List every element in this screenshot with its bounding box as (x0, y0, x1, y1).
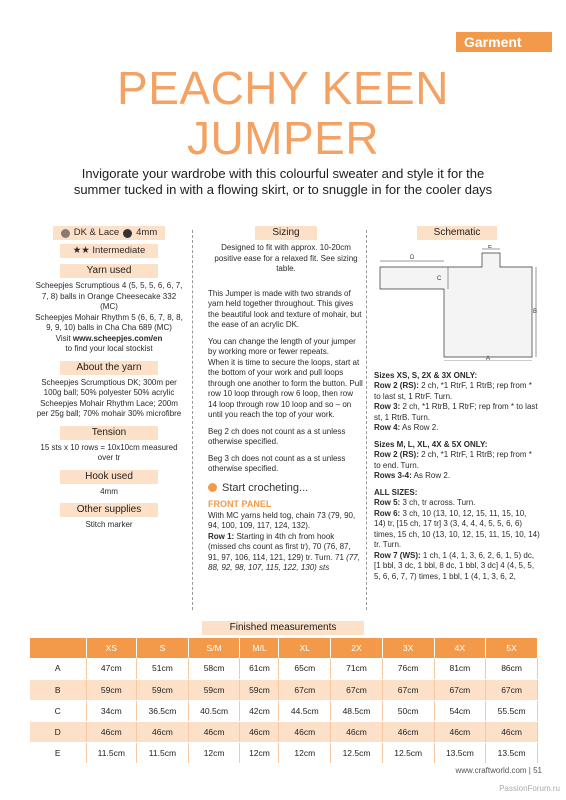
hook-used-text: 4mm (100, 486, 118, 496)
about-yarn-block (34, 378, 184, 420)
table-cell: 55.5cm (486, 700, 538, 721)
table-cell: 59cm (240, 679, 279, 700)
about-yarn-heading: About the yarn (60, 361, 158, 375)
table-cell: 51cm (137, 658, 189, 679)
stockist-text (34, 334, 184, 355)
b-row2 (374, 450, 540, 471)
all-row7-text: 1 ch, 1 (4, 1, 3, 6, 2, 6, 1, 5) dc, [1 bbl, 3 dc, 1 bbl, 8 dc, 1 bbl, 3 dc] 4 (4, 5, 5, 5, 6, 6, 7, 7) times, 1 bbl, 1 (4, 1, 3, 6, 2, (374, 550, 535, 581)
table-cell: 59cm (86, 679, 137, 700)
table-cell: 46cm (486, 721, 538, 742)
table-header-row (30, 638, 538, 658)
table-cell: 46cm (279, 721, 331, 742)
table-cell: 67cm (331, 679, 383, 700)
row1-label: Row 1: (208, 531, 235, 541)
b-row2-text: 2 ch, *1 RtrF, 1 RtrB; rep from * to end. Turn. (374, 450, 532, 470)
start-crocheting (208, 483, 364, 494)
table-cell: C (30, 700, 86, 721)
table-header-cell (30, 638, 86, 658)
table-cell: 34cm (86, 700, 137, 721)
other-supplies-heading: Other supplies (60, 503, 158, 517)
a-row3-text: 2 ch, *1 RtrB, 1 RtrF; rep from * to last st, 1 RtrB. Turn. (374, 402, 538, 422)
column-divider (366, 230, 367, 610)
all-row6-text: 3 ch, 10 (13, 10, 12, 15, 11, 15, 10, 14) tr, [15 ch, 17 tr] 3 (3, 4, 4, 4, 5, 5, 6, 6) times, 15 ch, 10 (13, 10, 12, 15, 11, 15, 10, 14) tr. Turn. (374, 508, 540, 549)
middle-column (208, 226, 364, 574)
sizes-a-heading: Sizes XS, S, 2X & 3X ONLY: (374, 370, 478, 380)
table-cell: 12cm (279, 742, 331, 763)
table-header-cell: S/M (188, 638, 240, 658)
all-row6 (374, 509, 540, 551)
measurements-heading: Finished measurements (202, 621, 364, 635)
all-sizes-heading: ALL SIZES: (374, 487, 418, 497)
table-cell: 47cm (86, 658, 137, 679)
table-row (30, 742, 538, 763)
table-cell: 12cm (240, 742, 279, 763)
label-d: D (410, 255, 415, 261)
start-label: Start crocheting... (222, 481, 309, 494)
b-rows34-label: Rows 3-4: (374, 471, 412, 480)
sizing-text: Designed to fit with approx. 10-20cm positive ease for a relaxed fit. See sizing table. (214, 243, 358, 273)
a-row2-text: 2 ch, *1 RtrF, 1 RtrB; rep from * to last st, 1 RtrF. Turn. (374, 381, 532, 401)
all-row5-label: Row 5: (374, 498, 401, 507)
yarn-used-text2: Scheepjes Mohair Rhythm 5 (6, 6, 7, 8, 8, 9, 9, 10) balls in Cha Cha 689 (MC) (35, 312, 183, 332)
page-title-line2: JUMPER (186, 112, 380, 164)
all-row7-label: Row 7 (WS): (374, 550, 421, 560)
yarn-used-heading: Yarn used (60, 264, 158, 278)
a-row3-label: Row 3: (374, 402, 401, 411)
front-panel-text: With MC yarns held tog, chain 73 (79, 90, 94, 100, 109, 117, 124, 132). (208, 510, 356, 530)
yarn-ball-icon (61, 229, 70, 238)
a-row2-label: Row 2 (RS): (374, 381, 419, 390)
a-row4-label: Row 4: (374, 423, 401, 432)
schematic-heading: Schematic (417, 226, 497, 240)
table-row (30, 658, 538, 679)
table-header-cell: 3X (382, 638, 434, 658)
notes-para3: When it is time to secure the loops, start at the bottom of your work and pull loops through one another to form the button. Pull row 10 loop through row 6 loop, then row 14 loop through row 10 loop and so – on until you reach the top of your work. (208, 357, 363, 419)
page-title-line1: PEACHY KEEN (117, 62, 449, 114)
table-cell: 71cm (331, 658, 383, 679)
table-cell: 46cm (382, 721, 434, 742)
hook-size: 4mm (136, 226, 158, 238)
notes-para5: Beg 3 ch does not count as a st unless otherwise specified. (208, 453, 346, 473)
all-row7 (374, 551, 540, 583)
b-rows34-text: As Row 2. (411, 471, 451, 480)
table-cell: 81cm (434, 658, 486, 679)
table-header-cell: XL (279, 638, 331, 658)
tension-text: 15 sts x 10 rows = 10x10cm measured over tr (40, 442, 178, 462)
table-cell: 12.5cm (382, 742, 434, 763)
table-cell: 86cm (486, 658, 538, 679)
table-cell: 12.5cm (331, 742, 383, 763)
hook-used-heading: Hook used (60, 470, 158, 484)
watermark: PassionForum.ru (499, 784, 560, 793)
table-cell: 61cm (240, 658, 279, 679)
difficulty-badge: ★★ Intermediate (60, 244, 158, 258)
sizing-heading: Sizing (255, 226, 317, 240)
page-footer: www.craftworld.com | 51 (455, 766, 542, 775)
label-b: B (533, 309, 538, 315)
front-panel-heading: FRONT PANEL (208, 499, 272, 509)
intro-text: Invigorate your wardrobe with this colourful sweater and style it for the summer tucked in with a flowing skirt, or to snuggle in for the cooler days (73, 166, 493, 197)
a-row4 (374, 423, 540, 434)
table-cell: 46cm (86, 721, 137, 742)
table-cell: 11.5cm (86, 742, 137, 763)
garment-outline (380, 253, 532, 357)
table-cell: 67cm (279, 679, 331, 700)
a-row2 (374, 381, 540, 402)
table-cell: 67cm (434, 679, 486, 700)
about-yarn-text1: Scheepjes Scrumptious DK; 300m per 100g ball; 50% polyester 50% acrylic (41, 377, 177, 397)
table-header-cell: 4X (434, 638, 486, 658)
table-row (30, 679, 538, 700)
yarn-weight: DK & Lace (73, 226, 120, 238)
tension-heading: Tension (60, 426, 158, 440)
table-cell: 67cm (486, 679, 538, 700)
table-cell: 42cm (240, 700, 279, 721)
table-cell: 65cm (279, 658, 331, 679)
table-cell: 46cm (331, 721, 383, 742)
hook-icon (123, 229, 132, 238)
table-cell: 36.5cm (137, 700, 189, 721)
notes-para2: You can change the length of your jumper by working more or fewer repeats. (208, 336, 356, 356)
table-cell: B (30, 679, 86, 700)
row1-instruction (208, 532, 364, 574)
table-header-cell: 2X (331, 638, 383, 658)
table-cell: 44.5cm (279, 700, 331, 721)
measurements-table (30, 638, 538, 764)
table-cell: 59cm (188, 679, 240, 700)
section-tag: Garment (456, 32, 552, 52)
all-row5 (374, 498, 540, 509)
table-header-cell: XS (86, 638, 137, 658)
b-rows34 (374, 471, 540, 482)
table-cell: 46cm (188, 721, 240, 742)
table-cell: 13.5cm (486, 742, 538, 763)
visit-pre: Visit (55, 333, 73, 343)
column-divider (192, 230, 193, 610)
row1-italic: (77, 88, 92, 98, 107, 115, 122, 130) sts (208, 552, 360, 572)
yarn-hook-summary (53, 226, 165, 240)
about-yarn-text2: Scheepjes Mohair Rhythm Lace; 200m per 25g ball; 70% mohair 30% microfibre (36, 398, 182, 418)
a-row4-text: As Row 2. (400, 423, 439, 432)
a-row3 (374, 402, 540, 423)
bullet-icon (208, 483, 217, 492)
sizes-b-heading: Sizes M, L, XL, 4X & 5X ONLY: (374, 439, 488, 449)
table-cell: 11.5cm (137, 742, 189, 763)
table-cell: A (30, 658, 86, 679)
right-column (374, 226, 540, 582)
table-row (30, 700, 538, 721)
notes-para1: This Jumper is made with two strands of yarn held together throughout. This gives the beautiful look and texture of mohair, but the ease of an acrylic DK. (208, 288, 362, 329)
table-cell: 46cm (137, 721, 189, 742)
table-cell: 59cm (137, 679, 189, 700)
all-row5-text: 3 ch, tr across. Turn. (400, 498, 476, 507)
table-header-cell: S (137, 638, 189, 658)
table-cell: 12cm (188, 742, 240, 763)
table-cell: 46cm (240, 721, 279, 742)
table-cell: 13.5cm (434, 742, 486, 763)
label-c: C (437, 276, 442, 282)
table-cell: 46cm (434, 721, 486, 742)
notes-para4: Beg 2 ch does not count as a st unless otherwise specified. (208, 426, 346, 446)
label-a: A (486, 356, 491, 361)
visit-post: to find your local stockist (65, 344, 153, 353)
table-cell: 76cm (382, 658, 434, 679)
table-cell: E (30, 742, 86, 763)
schematic-diagram (374, 245, 540, 361)
table-cell: 48.5cm (331, 700, 383, 721)
table-header-cell: M/L (240, 638, 279, 658)
table-row (30, 721, 538, 742)
yarn-used-block (34, 281, 184, 355)
other-supplies-text: Stitch marker (85, 520, 133, 529)
table-cell: 40.5cm (188, 700, 240, 721)
b-row2-label: Row 2 (RS): (374, 450, 419, 459)
all-row6-label: Row 6: (374, 508, 401, 518)
table-cell: 54cm (434, 700, 486, 721)
table-cell: 67cm (382, 679, 434, 700)
table-cell: 58cm (188, 658, 240, 679)
stockist-link[interactable]: www.scheepjes.com/en (72, 333, 163, 343)
label-e: E (488, 245, 493, 250)
table-cell: D (30, 721, 86, 742)
left-column (34, 226, 184, 537)
row1-text: Starting in 4th ch from hook (missed chs count as first tr), 70 (76, 87, 91, 97, 106, 114, 121, 129) tr. Turn. 71 (208, 531, 351, 562)
table-cell: 50cm (382, 700, 434, 721)
yarn-used-text1: Scheepjes Scrumptious 4 (5, 5, 5, 6, 6, 7, 7, 8) balls in Orange Cheesecake 332 (MC) (35, 281, 183, 311)
table-header-cell: 5X (486, 638, 538, 658)
